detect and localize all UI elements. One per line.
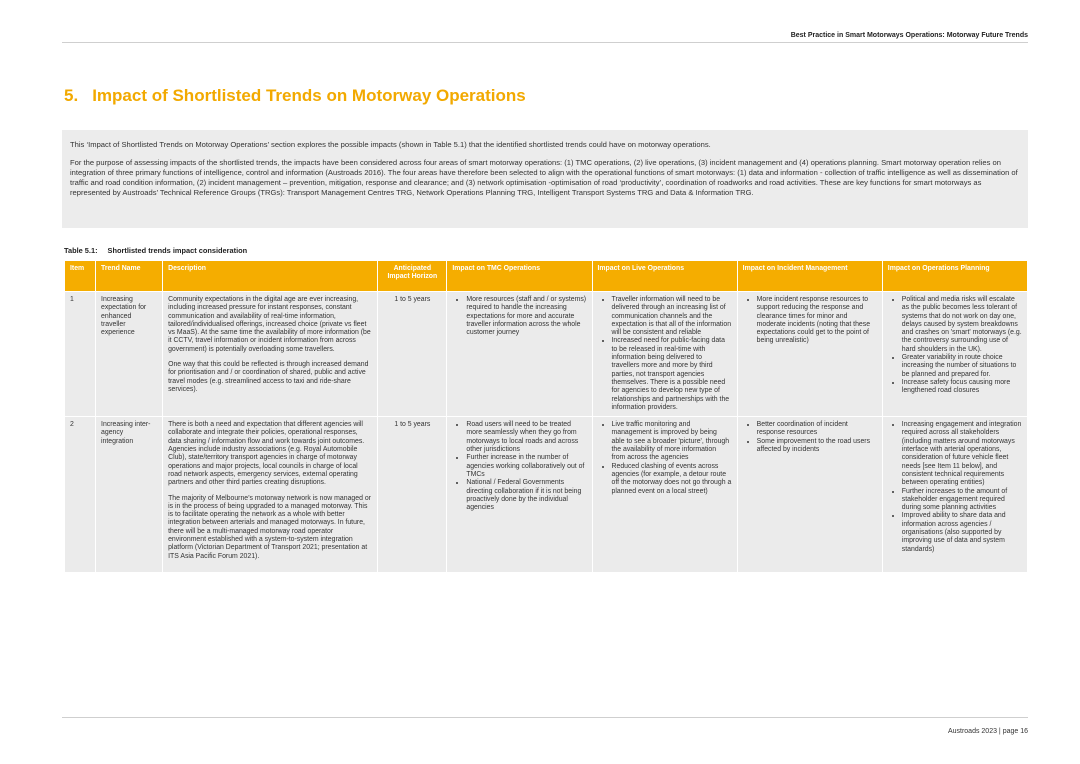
cell-incident — [738, 292, 882, 416]
list-item: • Further increases to the amount of stakeholder engagement required during some planning activities — [902, 488, 1022, 513]
cell-planning — [883, 292, 1027, 416]
intro-box — [62, 130, 1028, 228]
table-header-row — [65, 261, 1027, 291]
cell-tmc — [447, 292, 591, 416]
list-item: • National / Federal Governments directing collaboration if it is not being proactively done by the individual agencies — [466, 479, 586, 512]
list-item: • Increase safety focus causing more lengthened road closures — [902, 379, 1022, 396]
list-item: • Further increase in the number of agencies working collaboratively out of TMCs — [466, 454, 586, 479]
description-paragraph: One way that this could be reflected is through increased demand for prioritisation and / or coordination of shared, public and active travel modes (e.g. streamlined access to taxi and ride-share services). — [168, 361, 369, 393]
list-item: • Better coordination of incident response resources — [757, 421, 877, 438]
header-horizon: Anticipated Impact Horizon — [378, 261, 446, 291]
list-item: • Reduced clashing of events across agencies (for example, a detour route off the motorway does not go through a planned event on a local street) — [612, 463, 732, 496]
table-caption-label: Table 5.1: — [64, 246, 98, 255]
list-item: • Live traffic monitoring and management is improved by being able to see a broader 'picture', through the availability of more information from across the agencies — [612, 421, 732, 462]
list-item: • Improved ability to share data and information across agencies / organisations (also supported by improving use of data and system standards) — [902, 512, 1022, 553]
page-footer: Austroads 2023 | page 16 — [947, 728, 1028, 735]
section-number: 5. — [64, 86, 79, 105]
cell-horizon: 1 to 5 years — [378, 292, 446, 416]
cell-horizon: 1 to 5 years — [378, 417, 446, 572]
running-header: Best Practice in Smart Motorways Operations: Motorway Future Trends — [790, 32, 1028, 39]
description-paragraph: Community expectations in the digital age are ever increasing, including increased pressure for instant responses, constant communication and availability of real-time information, tailored/individualised offerings, increased choice (private vs fleet vs MaaS). At the same time the availability of more information (be it CCTV, travel information or incident information from across government) is potentially overloading some travellers. — [168, 296, 371, 353]
intro-paragraph: For the purpose of assessing impacts of the shortlisted trends, the impacts have been considered across four areas of smart motorway operations: (1) TMC operations, (2) live operations, (3) incident management and (4) operations planning. Smart motorway operation relies on integration of three primary functions of intelligence, control and information (Austroads 2016). The four areas have therefore been selected to align with the operational functions of smart motorways: (1) data and information - collection of traffic intelligence as well as dissemination of traffic and road condition information, (2) incident management – prevention, mitigation, response and clearance; and (3) network optimisation -optimisation of road ‘productivity’, coordination of roadworks and road activities. These are key functions for smart motorways as represented by Austroads’ Technical Reference Groups (TRGs): Transport Management Centres TRG, Network Operations Planning TRG, Intelligent Transport Systems TRG and Data & Information TRG. — [70, 158, 1018, 197]
cell-live — [593, 292, 737, 416]
list-item: • More resources (staff and / or systems) required to handle the increasing expectations for more and accurate traveller information across the whole customer journey — [466, 296, 586, 337]
cell-item: 1 — [65, 292, 95, 416]
list-item: • Increased need for public-facing data to be released in real-time with information being delivered to travellers more and more by third parties, not transport agencies themselves. There is a possible need for agencies to develop new type of relationships and partnerships with the information providers. — [612, 337, 732, 412]
header-trend-name: Trend Name — [96, 261, 162, 291]
header-rule — [62, 42, 1028, 43]
header-planning: Impact on Operations Planning — [883, 261, 1027, 291]
cell-item: 2 — [65, 417, 95, 572]
cell-incident — [738, 417, 882, 572]
header-incident: Impact on Incident Management — [738, 261, 882, 291]
cell-planning — [883, 417, 1027, 572]
header-live: Impact on Live Operations — [593, 261, 737, 291]
list-item: • More incident response resources to support reducing the response and clearance times for minor and moderate incidents (noting that these expectations could get to the point of being unrealistic) — [757, 296, 877, 346]
table-row — [65, 292, 1027, 416]
list-item: • Road users will need to be treated more seamlessly when they go from motorways to local roads and across other jurisdictions — [466, 421, 586, 454]
section-title — [64, 86, 526, 106]
table-caption — [64, 246, 247, 255]
trends-impact-table — [64, 260, 1028, 573]
header-description: Description — [163, 261, 377, 291]
header-item: Item — [65, 261, 95, 291]
header-tmc: Impact on TMC Operations — [447, 261, 591, 291]
list-item: • Political and media risks will escalate as the public becomes less tolerant of systems that do not work on day one, delays caused by system breakdowns and crashes on 'smart' motorways (e.g. the controversy surrounding use of hard shoulders in the UK). — [902, 296, 1022, 354]
table-caption-title: Shortlisted trends impact consideration — [107, 246, 248, 255]
footer-rule — [62, 717, 1028, 718]
list-item: • Increasing engagement and integration required across all stakeholders (including matters around motorways interface with arterial operations, consideration of future vehicle fleet needs [see Item 11 below], and consistent technical requirements between operating entities) — [902, 421, 1022, 487]
list-item: • Greater variability in route choice increasing the number of situations to be planned and prepared for. — [902, 354, 1022, 379]
cell-description — [163, 292, 377, 416]
table-row — [65, 417, 1027, 572]
cell-live — [593, 417, 737, 572]
cell-trend-name: Increasing inter-agency integration — [96, 417, 162, 572]
intro-paragraph: This ‘Impact of Shortlisted Trends on Motorway Operations’ section explores the possible impacts (shown in Table 5.1) that the identified shortlisted trends could have on motorway operations. — [70, 140, 711, 149]
description-paragraph: There is both a need and expectation that different agencies will collaborate and integrate their policies, operational responses, data sharing / information flow and work towards joint outcomes. Agencies include industry associations (e.g. Royal Automobile Club), state/territory transport agencies in charge of motorway operations and major projects, local councils in charge of local road network aspects, emergency services, external operating partners and other third parties creating disruptions. — [168, 421, 365, 487]
description-paragraph: The majority of Melbourne’s motorway network is now managed or is in the process of being upgraded to a managed motorway. This is to facilitate operating the network as a whole with better integration between arterials and managed motorways. In future, there will be a multi-managed motorway road operator environment established with a system-to-system integration platform (Victorian Department of Transport 2021; presentation at ITS Asia Pacific Forum 2021). — [168, 494, 371, 560]
cell-tmc — [447, 417, 591, 572]
list-item: • Some improvement to the road users affected by incidents — [757, 438, 877, 455]
list-item: • Traveller information will need to be delivered through an increasing list of communication channels and the expectation is that all of the information will be consistent and reliable — [612, 296, 732, 337]
section-title-text: Impact of Shortlisted Trends on Motorway Operations — [92, 86, 526, 105]
cell-trend-name: Increasing expectation for enhanced traveller experience — [96, 292, 162, 416]
cell-description — [163, 417, 377, 572]
